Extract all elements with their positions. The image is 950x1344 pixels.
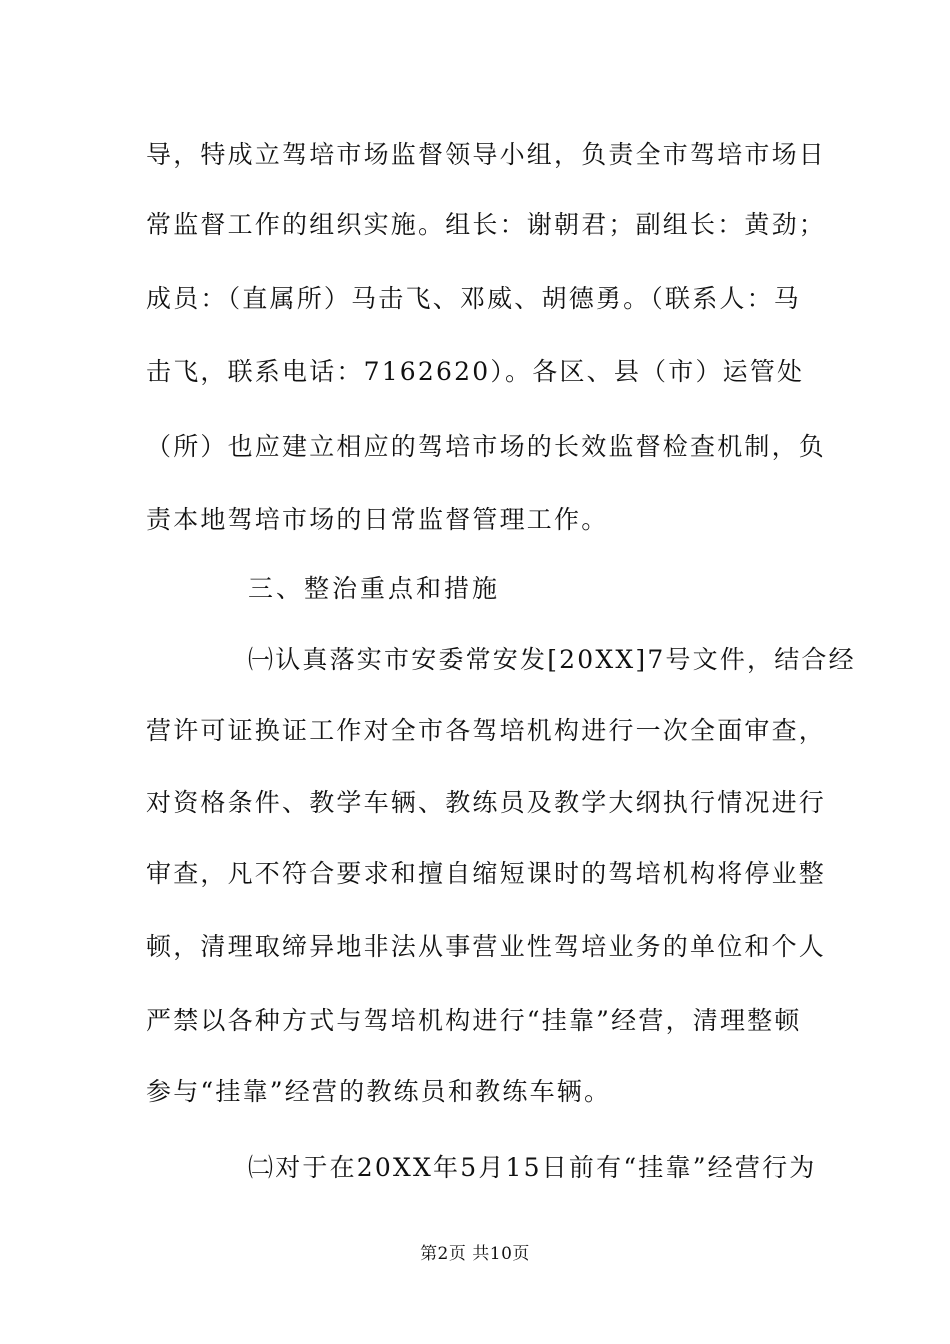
section-heading: 三、整治重点和措施	[248, 574, 501, 603]
body-text-line: 审查，凡不符合要求和擅自缩短课时的驾培机构将停业整	[146, 859, 827, 888]
body-text-line: 责本地驾培市场的日常监督管理工作。	[146, 505, 609, 534]
body-text-line: ㈠认真落实市安委常安发[20XX]7号文件，结合经	[248, 645, 856, 674]
body-text-line: 常监督工作的组织实施。组长：谢朝君；副组长：黄劲；	[146, 210, 827, 239]
body-text-line: 导，特成立驾培市场监督领导小组，负责全市驾培市场日	[146, 140, 827, 169]
body-text-line: 对资格条件、教学车辆、教练员及教学大纲执行情况进行	[146, 788, 827, 817]
body-text-line: 顿，清理取缔异地非法从事营业性驾培业务的单位和个人	[146, 932, 827, 961]
body-text-line: 营许可证换证工作对全市各驾培机构进行一次全面审查，	[146, 716, 827, 745]
page-number-footer: 第2页 共10页	[420, 1244, 530, 1264]
body-text-line: ㈡对于在20XX年5月15日前有“挂靠”经营行为	[248, 1153, 817, 1182]
body-text-line: 击飞，联系电话：7162620）。各区、县（市）运管处	[146, 357, 805, 386]
body-text-line: 严禁以各种方式与驾培机构进行“挂靠”经营，清理整顿	[146, 1006, 802, 1035]
body-text-line: 成员：（直属所）马击飞、邓威、胡德勇。（联系人：马	[146, 284, 802, 313]
body-text-line: 参与“挂靠”经营的教练员和教练车辆。	[146, 1077, 612, 1106]
body-text-line: （所）也应建立相应的驾培市场的长效监督检查机制，负	[146, 432, 827, 461]
